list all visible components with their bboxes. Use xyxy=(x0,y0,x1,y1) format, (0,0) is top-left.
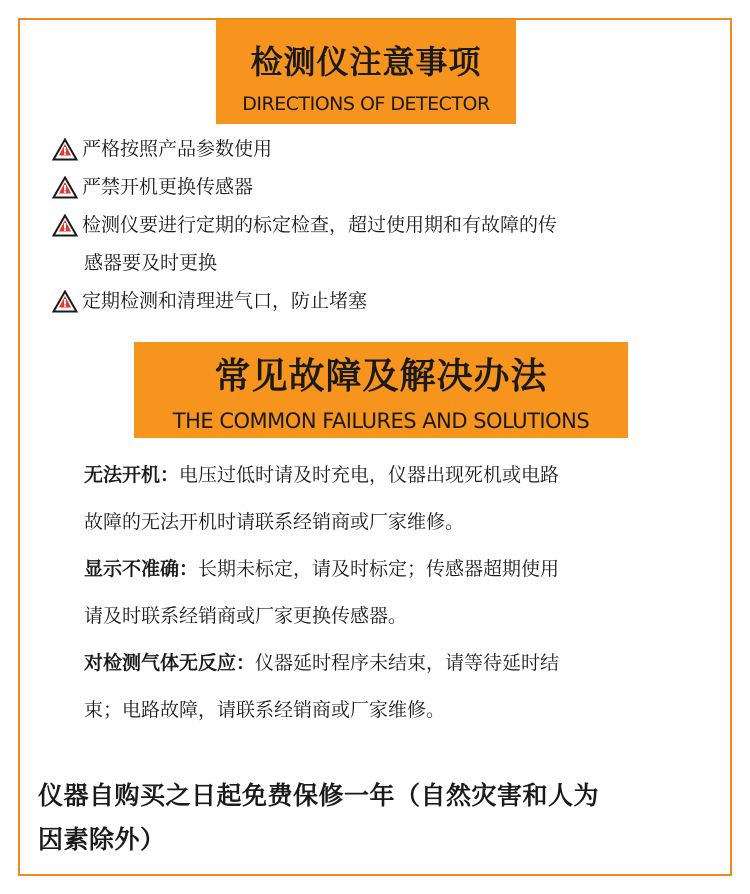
fault-solution-cont: 束；电路故障，请联系经销商或厂家维修。 xyxy=(84,699,446,721)
warning-triangle-icon xyxy=(52,206,82,244)
notice-item-text: 定期检测和清理进气口，防止堵塞 xyxy=(82,290,368,312)
notice-item-continuation: 感器要及时更换 xyxy=(84,252,218,274)
fault-item xyxy=(84,546,704,593)
fault-solution-cont: 请及时联系经销商或厂家更换传感器。 xyxy=(84,605,408,627)
fault-item xyxy=(84,452,704,499)
fault-solution: 仪器延时程序未结束，请等待延时结 xyxy=(255,652,560,674)
fault-label: 显示不准确： xyxy=(84,558,199,580)
warranty-statement xyxy=(38,774,722,862)
faults-list xyxy=(84,452,704,734)
notice-item-text: 严格按照产品参数使用 xyxy=(82,138,273,160)
notice-item xyxy=(52,282,702,320)
warranty-line: 因素除外） xyxy=(38,825,166,854)
faults-title-cn: 常见故障及解决办法 xyxy=(214,355,548,397)
fault-label: 对检测气体无反应： xyxy=(84,652,256,674)
warning-triangle-icon xyxy=(52,168,82,206)
notice-item xyxy=(52,130,702,168)
notice-title-en: DIRECTIONS OF DETECTOR xyxy=(242,93,490,115)
fault-label: 无法开机： xyxy=(84,464,180,486)
notice-title-banner xyxy=(216,20,516,124)
warning-triangle-icon xyxy=(52,130,82,168)
notice-item xyxy=(52,168,702,206)
notice-item-text: 严禁开机更换传感器 xyxy=(82,176,254,198)
faults-title-en: THE COMMON FAILURES AND SOLUTIONS xyxy=(172,409,590,433)
faults-title-banner xyxy=(134,342,628,438)
notice-list xyxy=(52,130,702,320)
fault-solution-cont: 故障的无法开机时请联系经销商或厂家维修。 xyxy=(84,511,465,533)
notice-item-text: 检测仪要进行定期的标定检查，超过使用期和有故障的传 xyxy=(82,214,558,236)
fault-solution: 电压过低时请及时充电，仪器出现死机或电路 xyxy=(179,464,560,486)
fault-item xyxy=(84,640,704,687)
fault-solution: 长期未标定，请及时标定；传感器超期使用 xyxy=(198,558,560,580)
notice-title-cn: 检测仪注意事项 xyxy=(250,43,482,81)
notice-item xyxy=(52,206,702,244)
warranty-line: 仪器自购买之日起免费保修一年（自然灾害和人为 xyxy=(38,781,600,810)
warning-triangle-icon xyxy=(52,282,82,320)
